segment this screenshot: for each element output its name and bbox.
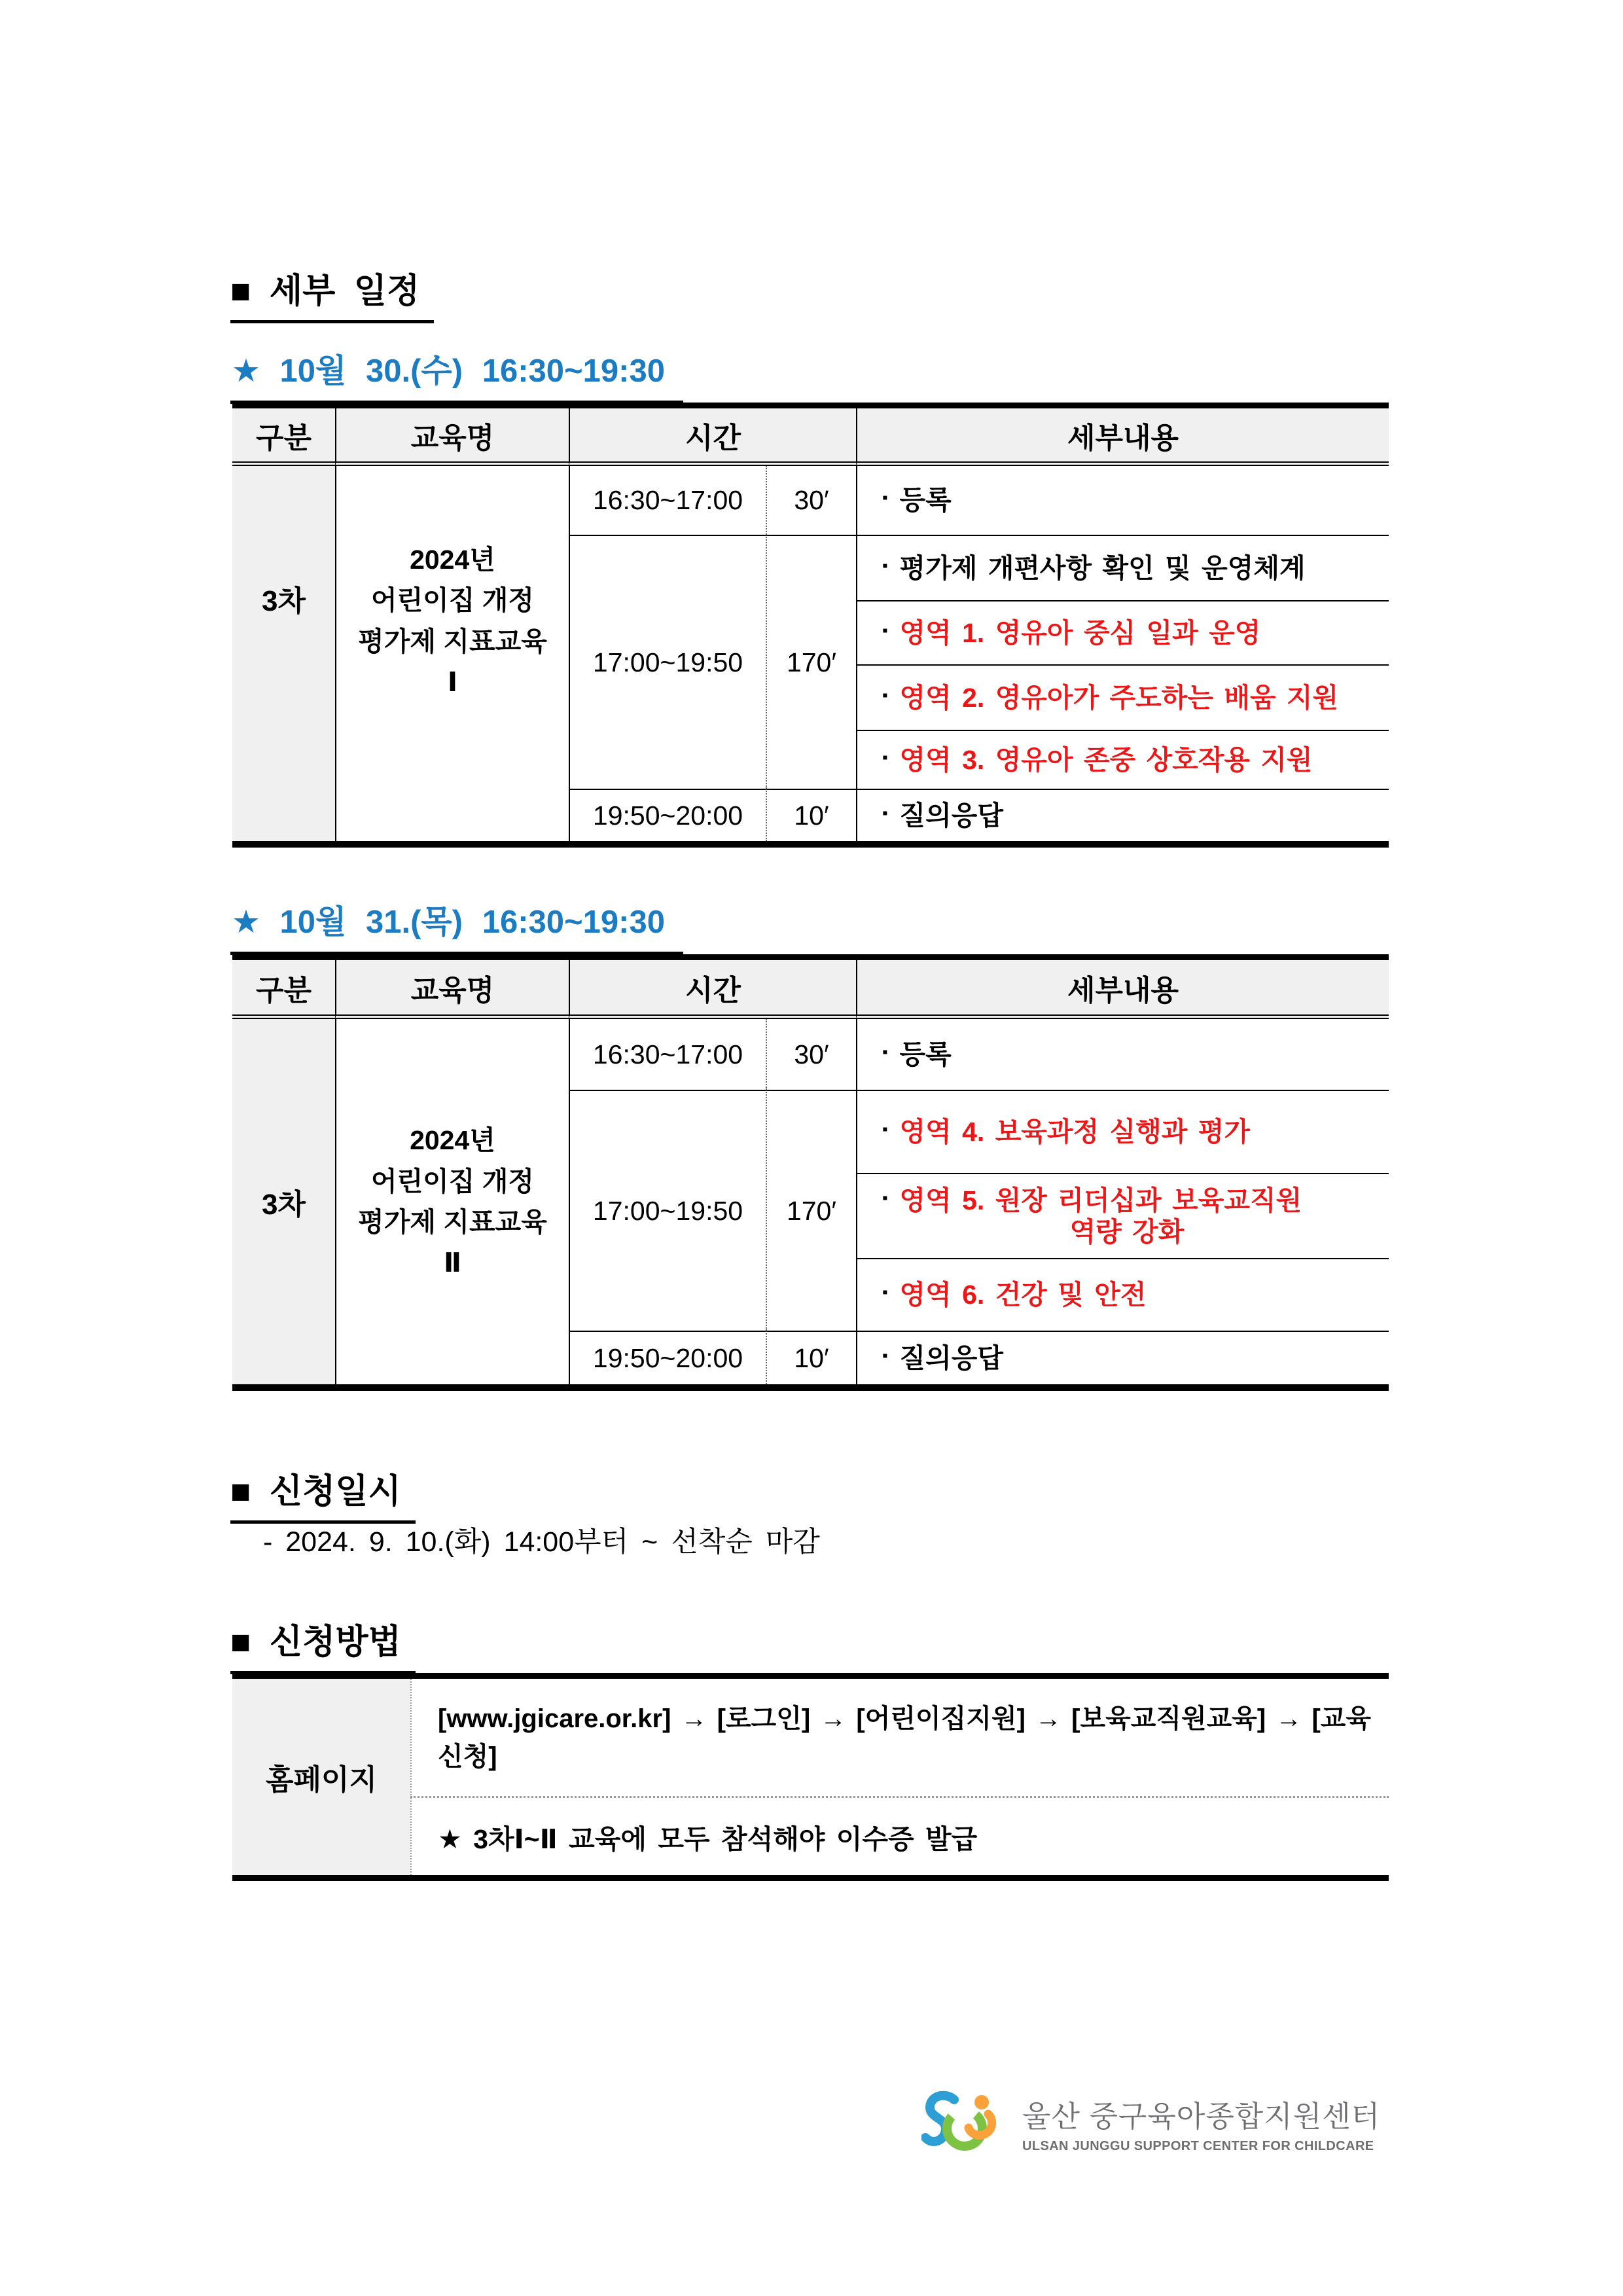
duration-cell: 170′ [766, 1090, 856, 1331]
detail-item [882, 617, 1372, 649]
apply-datetime-heading-text: ■ 신청일시 [230, 1463, 416, 1524]
detail-item-text: 영역 2. 영유아가 주도하는 배움 지원 [899, 682, 1339, 713]
apply-datetime-text: - 2024. 9. 10.(화) 14:00부터 ~ 선착순 마감 [263, 1526, 820, 1558]
time-cell: 19:50~20:00 [569, 789, 766, 841]
detail-item-text-wrap [882, 1216, 1372, 1247]
bullet-icon: ▪ [882, 489, 888, 507]
session-label-text: 3차 [262, 584, 306, 617]
detail-item-cell [856, 1090, 1389, 1173]
bullet-icon: ▪ [882, 804, 888, 822]
method-path-cell [410, 1679, 1389, 1798]
table-header-cell: 구분 [232, 408, 335, 466]
detail-item [882, 800, 1372, 831]
time-cell: 16:30~17:00 [569, 1019, 766, 1090]
table-header-cell: 구분 [232, 960, 335, 1019]
course-name-line: 2024년 [410, 544, 495, 575]
course-name-cell [335, 466, 569, 841]
detail-item-cell [856, 600, 1389, 664]
time-cell: 17:00~19:50 [569, 535, 766, 789]
course-name-line: 평가제 지표교육 [358, 1207, 547, 1237]
table-header-cell: 세부내용 [856, 408, 1389, 466]
detail-item [882, 484, 1372, 516]
detail-item-cell [856, 1173, 1389, 1258]
course-name-line: Ⅱ [443, 1247, 461, 1278]
method-note-cell [410, 1798, 1389, 1875]
apply-method-heading [230, 1614, 416, 1674]
apply-method-table [232, 1673, 1389, 1881]
session-label-cell [232, 1019, 335, 1384]
detail-item-text: 영역 1. 영유아 중심 일과 운영 [899, 617, 1261, 648]
duration-cell: 170′ [766, 535, 856, 789]
table-header-cell: 세부내용 [856, 960, 1389, 1019]
duration-cell: 10′ [766, 1331, 856, 1384]
detail-item-cell [856, 789, 1389, 841]
detail-item [882, 1039, 1372, 1070]
time-cell: 17:00~19:50 [569, 1090, 766, 1331]
schedule-heading-text: ■ 세부 일정 [230, 263, 434, 323]
detail-item-text: 영역 6. 건강 및 안전 [899, 1280, 1147, 1310]
course-name-cell [335, 1019, 569, 1384]
bullet-icon: ▪ [882, 1189, 888, 1207]
session-label-text: 3차 [262, 1189, 306, 1221]
table-header-cell: 교육명 [335, 960, 569, 1019]
course-name-line: 2024년 [410, 1125, 495, 1156]
detail-item-text: 등록 [899, 485, 952, 516]
schedule-table [232, 954, 1389, 1391]
detail-item-text: 질의응답 [899, 800, 1003, 831]
bullet-icon: ▪ [882, 686, 888, 704]
table-header-cell: 교육명 [335, 408, 569, 466]
detail-item [882, 1116, 1372, 1147]
date-heading [230, 346, 683, 404]
table-header-cell: 시간 [569, 408, 856, 466]
detail-item-cell [856, 1258, 1389, 1331]
detail-item-text: 평가제 개편사항 확인 및 운영체계 [899, 552, 1306, 583]
duration-cell: 10′ [766, 789, 856, 841]
duration-cell: 30′ [766, 466, 856, 535]
course-name-lines [358, 539, 547, 702]
detail-item [882, 552, 1372, 584]
method-row-label: 홈페이지 [232, 1679, 410, 1875]
bullet-icon: ▪ [882, 1283, 888, 1302]
schedule-heading [230, 263, 434, 323]
date-heading-text: ★ 10월 30.(수) 16:30~19:30 [230, 346, 683, 404]
bullet-icon: ▪ [882, 1043, 888, 1061]
date-heading [230, 897, 683, 955]
detail-item-text: 영역 4. 보육과정 실행과 평가 [899, 1117, 1250, 1147]
course-name-line: Ⅰ [447, 666, 458, 697]
bullet-icon: ▪ [882, 1346, 888, 1365]
bullet-icon: ▪ [882, 748, 888, 766]
detail-item-cell [856, 1331, 1389, 1384]
detail-item-cell [856, 1019, 1389, 1090]
footer [921, 2089, 1380, 2157]
date-heading-text: ★ 10월 31.(목) 16:30~19:30 [230, 897, 683, 955]
detail-item [882, 682, 1372, 713]
detail-item-text: 영역 5. 원장 리더십과 보육교직원 [899, 1185, 1302, 1215]
detail-item-cell [856, 466, 1389, 535]
detail-item-cell [856, 535, 1389, 600]
course-name-lines [358, 1120, 547, 1283]
duration-cell: 30′ [766, 1019, 856, 1090]
detail-item-text: 등록 [899, 1039, 952, 1069]
course-name-line: 어린이집 개정 [370, 585, 534, 616]
schedule-table [232, 403, 1389, 848]
org-name-korean: 울산 중구육아종합지원센터 [1022, 2100, 1381, 2133]
time-cell: 19:50~20:00 [569, 1331, 766, 1384]
table-header-cell: 시간 [569, 960, 856, 1019]
detail-item-text: 영역 3. 영유아 존중 상호작용 지원 [899, 744, 1313, 775]
apply-method-heading-text: ■ 신청방법 [230, 1614, 416, 1674]
footer-text-block [1022, 2092, 1380, 2154]
course-name-line: 어린이집 개정 [370, 1166, 534, 1196]
method-note-text: ★ 3차Ⅰ~Ⅱ 교육에 모두 참석해야 이수증 발급 [438, 1823, 978, 1854]
detail-item-text: 질의응답 [899, 1342, 1003, 1373]
method-path-text: [www.jgicare.or.kr] → [로그인] → [어린이집지원] → [보육교직원교육] → [교육신청] [438, 1704, 1372, 1771]
detail-item-cell [856, 664, 1389, 730]
detail-item [882, 1342, 1372, 1374]
detail-item [882, 744, 1372, 776]
detail-item-cell [856, 730, 1389, 789]
bullet-icon: ▪ [882, 621, 888, 639]
time-cell: 16:30~17:00 [569, 466, 766, 535]
apply-datetime-heading [230, 1463, 416, 1524]
org-name-english: ULSAN JUNGGU SUPPORT CENTER FOR CHILDCARE [1022, 2139, 1374, 2153]
session-label-cell [232, 466, 335, 841]
detail-item-text: 역량 강화 [1069, 1217, 1185, 1247]
bullet-icon: ▪ [882, 1121, 888, 1139]
detail-item [882, 1185, 1372, 1216]
course-name-line: 평가제 지표교육 [358, 626, 547, 656]
support-center-logo-icon [921, 2089, 1005, 2157]
bullet-icon: ▪ [882, 556, 888, 575]
detail-item [882, 1279, 1372, 1310]
